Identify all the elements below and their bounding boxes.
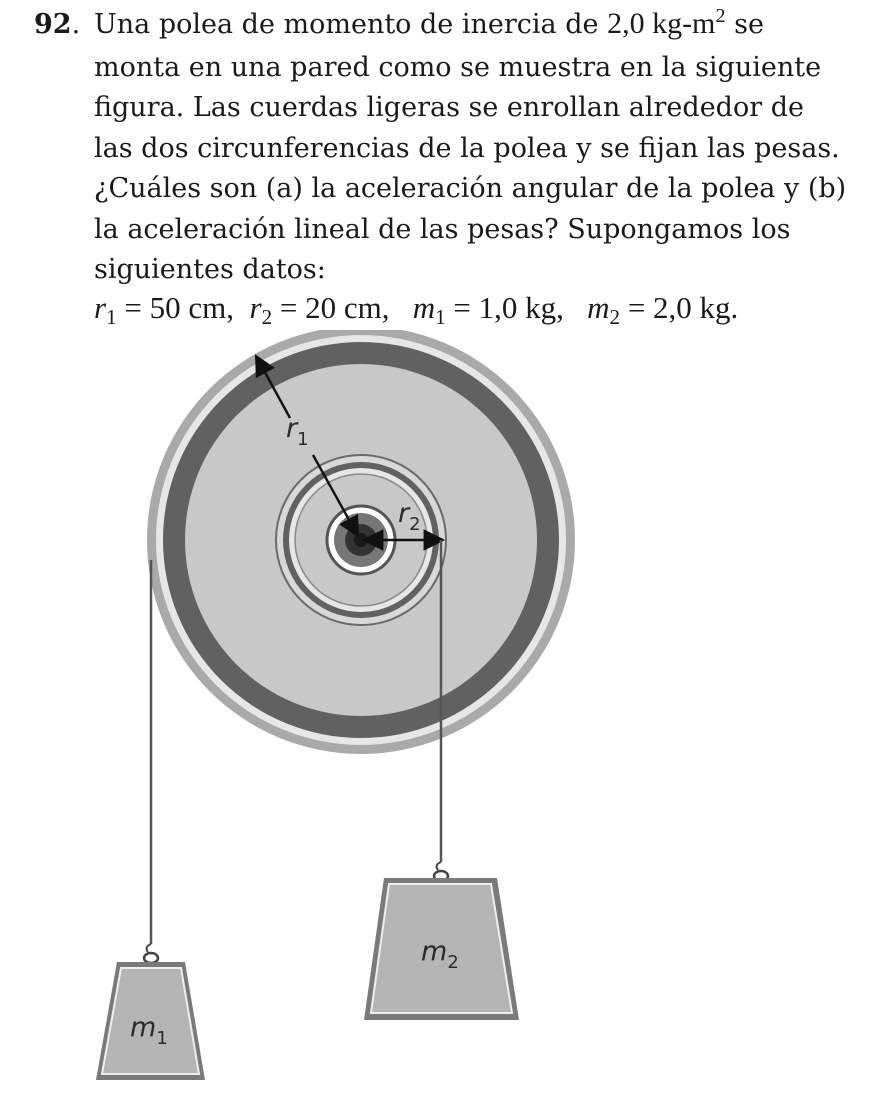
problem-line-5: ¿Cuáles son (a) la aceleración angular de la polea y (b) <box>94 173 847 204</box>
given-r1 <box>94 290 234 330</box>
problem-number <box>34 5 94 46</box>
given-r2 <box>249 290 390 330</box>
problem-line-2: monta en una pared como se muestra en la siguiente <box>94 51 822 83</box>
given-data <box>94 290 739 330</box>
problem-body <box>34 4 854 291</box>
hook-m2 <box>437 862 441 870</box>
inertia-value <box>607 4 726 40</box>
problem-number-dot: . <box>71 9 81 40</box>
r2-symbol: r <box>249 290 262 325</box>
m1-symbol: m <box>412 290 436 325</box>
m1-subscript: 1 <box>435 305 446 330</box>
m1-value: = 1,0 kg, <box>445 290 564 325</box>
given-m1 <box>412 290 564 330</box>
problem-paragraph <box>34 4 854 291</box>
hook-ring-m1 <box>144 953 158 963</box>
label-m2: $m_2$ <box>421 936 459 973</box>
inertia-exponent: 2 <box>715 4 726 27</box>
m2-symbol: m <box>587 290 610 325</box>
m2-value: = 2,0 kg. <box>620 290 739 325</box>
r2-value: = 20 cm, <box>272 290 390 325</box>
inertia-value-text: 2,0 kg-m <box>607 7 716 40</box>
pulley-figure <box>0 330 876 1097</box>
problem-text <box>34 4 854 291</box>
given-m2 <box>587 290 739 330</box>
r2-subscript: 2 <box>261 305 273 330</box>
r1-symbol: r <box>94 290 107 325</box>
hook-m1 <box>147 944 151 952</box>
label-r1: $r_1$ <box>286 413 309 450</box>
r1-value: = 50 cm, <box>116 290 234 325</box>
problem-line-4: las dos circunferencias de la polea y se fijan las pesas. <box>94 132 840 164</box>
problem-line-1-end: se <box>725 9 765 40</box>
problem-line-7: siguientes datos: <box>94 254 326 285</box>
problem-line-3: figura. Las cuerdas ligeras se enrollan alrededor de <box>94 92 804 123</box>
label-r2: $r_2$ <box>398 498 421 535</box>
r1-subscript: 1 <box>106 305 117 330</box>
label-m1: $m_1$ <box>130 1012 168 1049</box>
problem-number-digits: 92 <box>34 9 72 40</box>
problem-line-1: Una polea de momento de inercia de <box>94 9 608 40</box>
problem-line-6: la aceleración lineal de las pesas? Supongamos los <box>94 213 791 245</box>
m2-subscript: 2 <box>609 305 621 330</box>
